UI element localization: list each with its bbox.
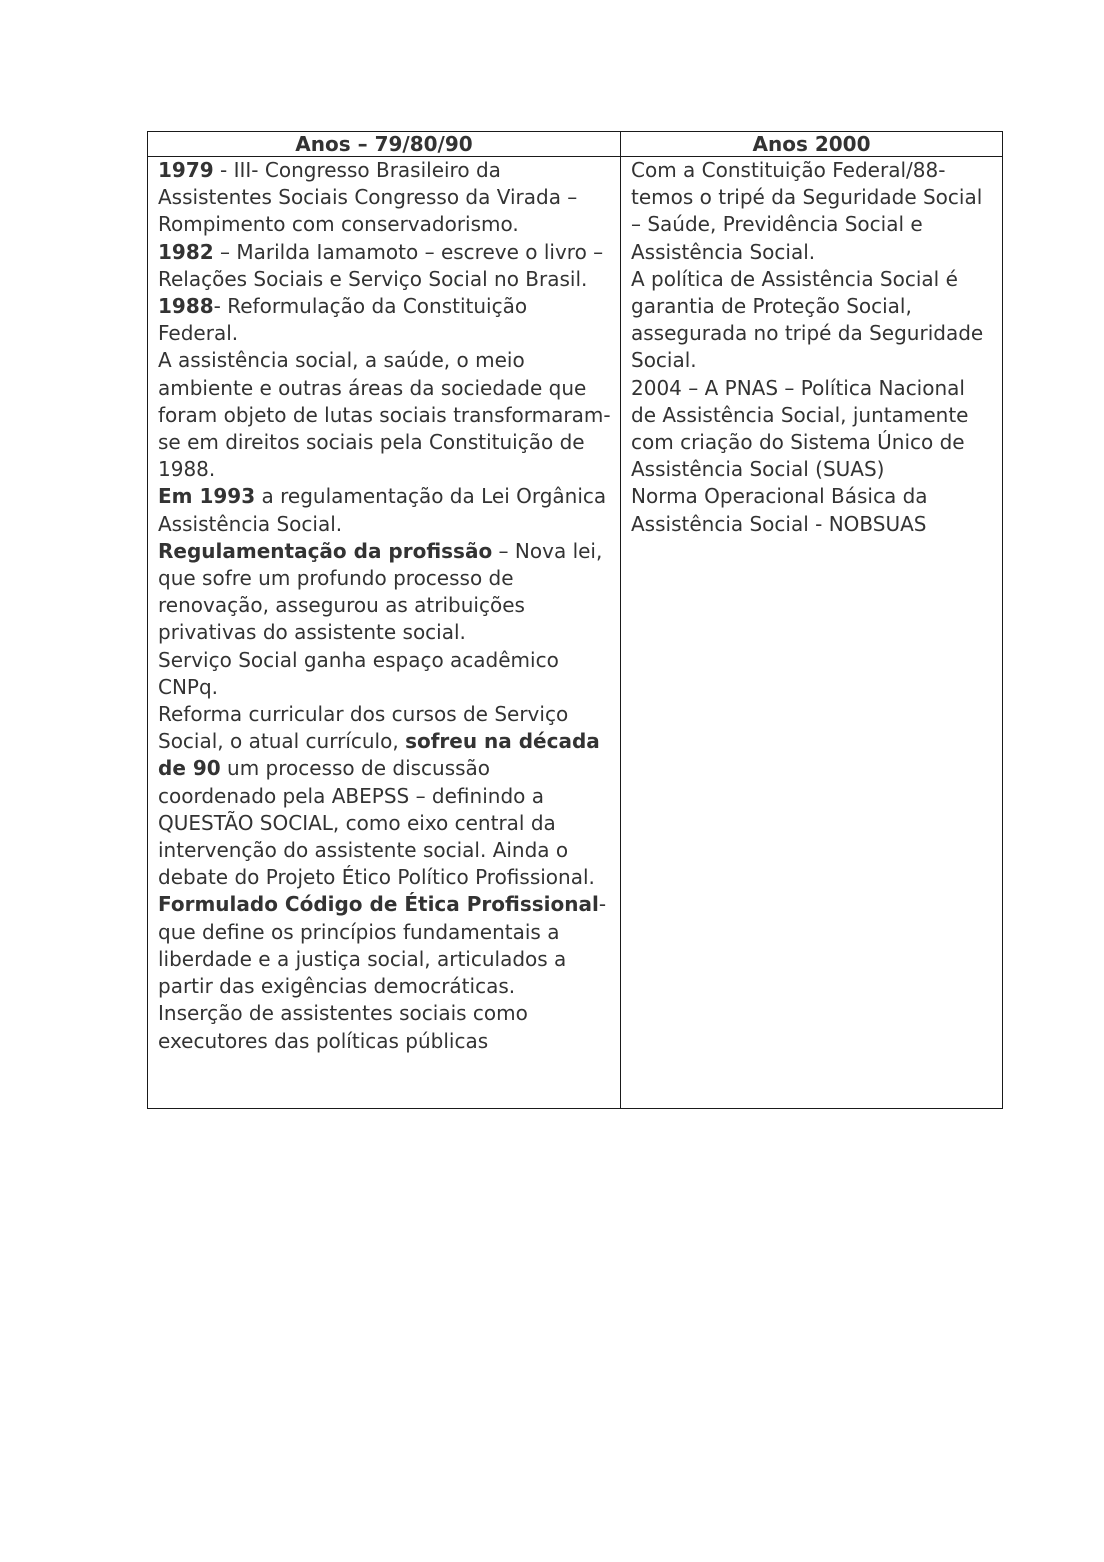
entry-direitos-sociais [158, 347, 611, 483]
entry-espaco-academico [158, 647, 611, 701]
entry-emphasis: sofreu na década de 90 [158, 729, 600, 781]
header-row [148, 132, 1003, 157]
entry-text: Com a Constituição Federal/88- temos o tripé da Seguridade Social – Saúde, Previdência Social e Assistência Social. [631, 158, 983, 264]
entry-codigo-etica [158, 891, 611, 1000]
entry-1982 [158, 239, 611, 293]
entry-1988 [158, 293, 611, 347]
entry-text: A política de Assistência Social é garantia de Proteção Social, assegurada no tripé da Seguridade Social. [631, 266, 984, 373]
entry-year: 1979 [158, 158, 214, 182]
entry-year: Em 1993 [158, 484, 256, 509]
entry-text: – Nova lei, que sofre um profundo processo de renovação, assegurou as atribuições privativas do assistente social. [158, 538, 603, 645]
entry-heading: Regulamentação da profissão [158, 538, 493, 563]
entry-text: Inserção de assistentes sociais como executores das políticas públicas [158, 1001, 528, 1053]
entry-text: 2004 – A PNAS – Política Nacional de Assistência Social, juntamente com criação do Sistema Único de Assistência Social (SUAS) [631, 375, 969, 482]
entry-regulamentacao [158, 538, 611, 647]
entry-text: a regulamentação da Lei Orgânica Assistência Social. [158, 484, 607, 536]
entry-1993 [158, 483, 611, 537]
entry-year: 1988 [158, 294, 214, 319]
entry-text: - III- Congresso Brasileiro da Assistentes Sociais Congresso da Virada – Rompimento com conservadorismo. [158, 158, 578, 237]
entry-text: - Reformulação da Constituição Federal. [158, 294, 528, 346]
header-anos-79-80-90: Anos – 79/80/90 [148, 132, 621, 157]
entry-text: A assistência social, a saúde, o meio ambiente e outras áreas da sociedade que foram objeto de lutas sociais transformaram-se em direitos sociais pela Constituição de 1988. [158, 348, 611, 482]
entry-text-continued: um processo de discussão coordenado pela ABEPSS – definindo a QUESTÃO SOCIAL, como eixo central da intervenção do assistente social. Ainda o debate do Projeto Ético Político Profissional. [158, 756, 595, 890]
entry-insercao [158, 1000, 611, 1054]
entry-reforma-curricular [158, 701, 611, 891]
entry-nobsuas [631, 483, 993, 537]
entry-1979 [158, 157, 611, 239]
entry-heading: Formulado Código de Ética Profissional [158, 892, 599, 917]
timeline-table [147, 131, 1003, 1109]
entry-text: Serviço Social ganha espaço acadêmico CNPq. [158, 647, 559, 699]
column-anos-2000 [621, 157, 1003, 1109]
entry-text: - que define os princípios fundamentais a liberdade e a justiça social, articulados a partir das exigências democráticas. [158, 892, 607, 999]
entry-text: Norma Operacional Básica da Assistência Social - NOBSUAS [631, 484, 928, 536]
entry-constituicao-88 [631, 157, 993, 266]
header-anos-2000: Anos 2000 [621, 132, 1003, 157]
entry-year: 1982 [158, 239, 214, 264]
entry-politica-assistencia [631, 266, 993, 375]
entry-text: Reforma curricular dos cursos de Serviço Social, o atual currículo, [158, 702, 569, 754]
entry-text: – Marilda Iamamoto – escreve o livro – Relações Sociais e Serviço Social no Brasil. [158, 239, 604, 291]
content-row [148, 157, 1003, 1109]
entry-pnas-2004 [631, 375, 993, 484]
column-anos-79-80-90 [148, 157, 621, 1109]
